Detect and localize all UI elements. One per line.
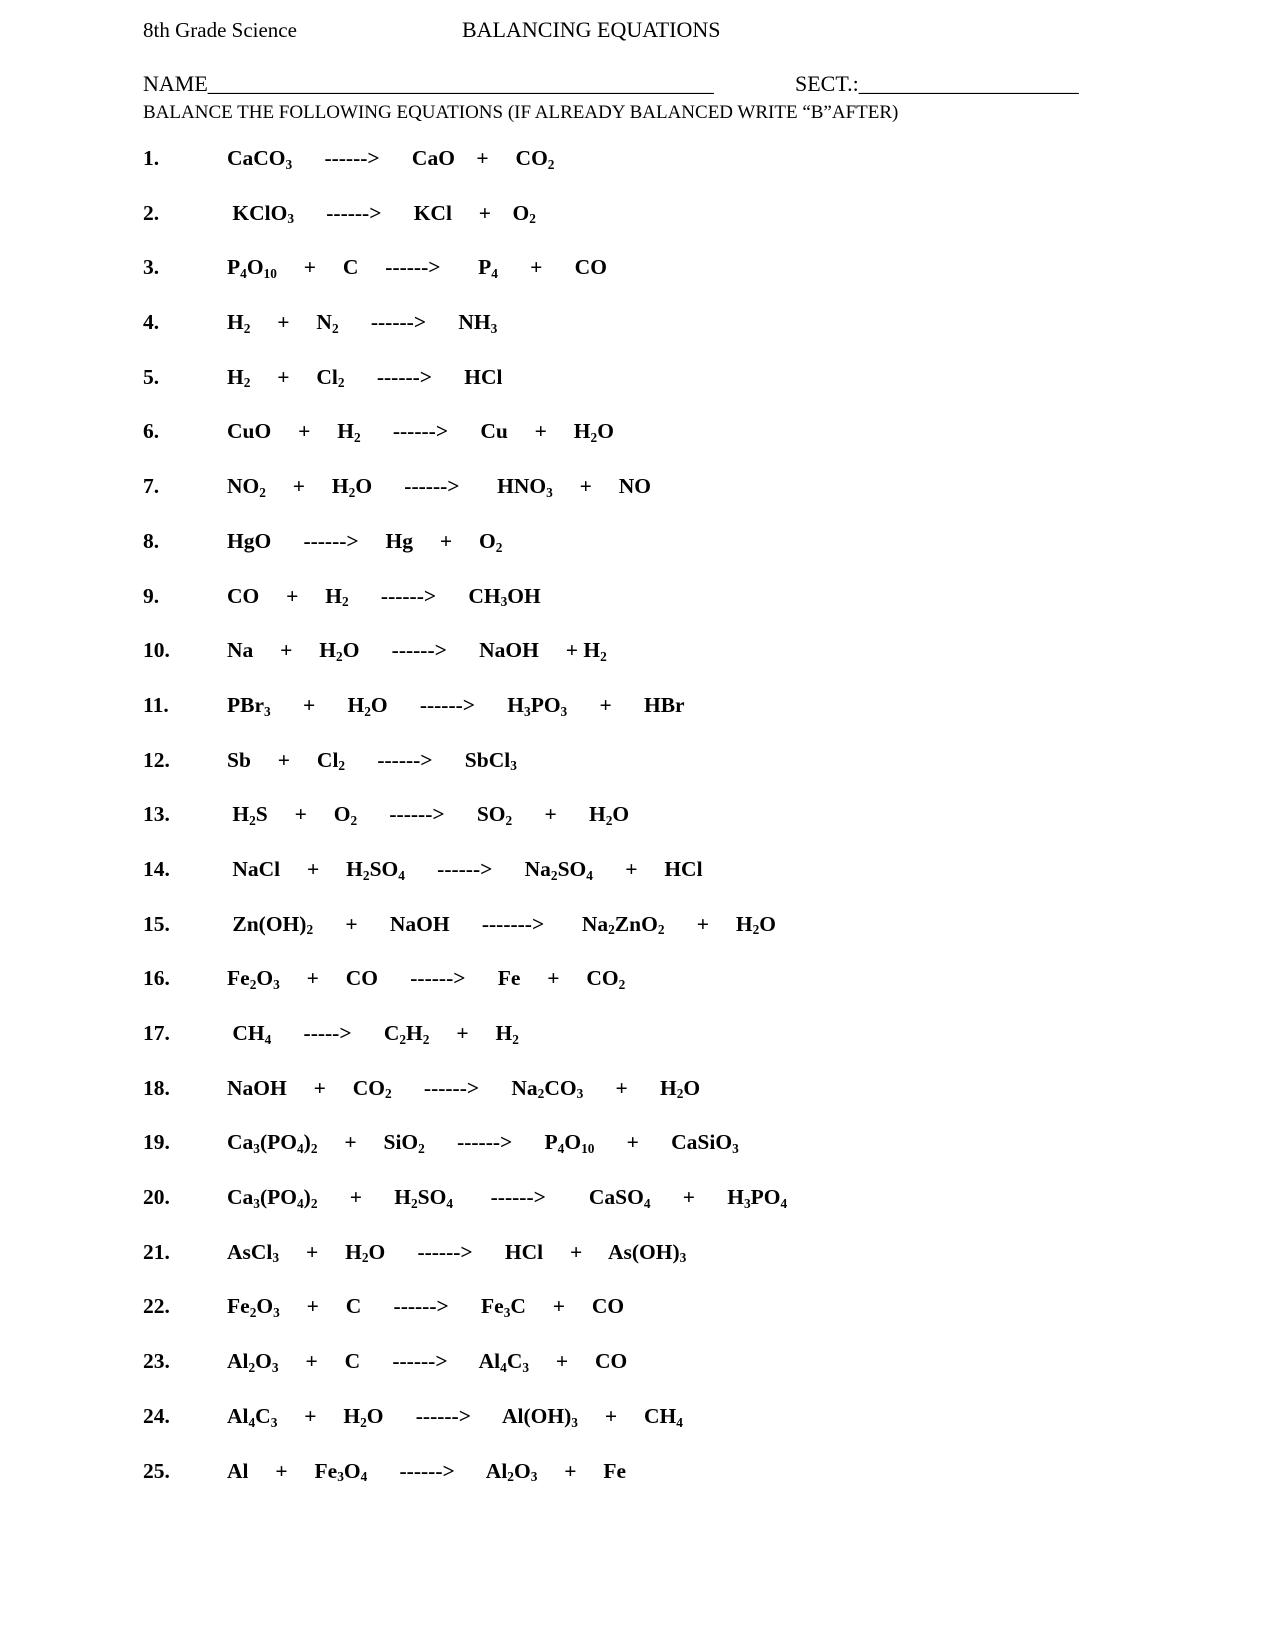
equation-formula: $H_2$ + $N_2$ ------> $NH_3$ [227,310,498,336]
equation-row [143,693,787,748]
equation-number: 9. [143,583,160,608]
equation-row [143,1349,787,1404]
name-label: NAME [143,71,208,96]
equation-row [143,201,787,256]
equation-number: 14. [143,856,170,881]
equation-formula: CaCO$_3$ ------> CaO + $CO_2$ [227,146,555,172]
equation-formula: $H_2S$ + $O_2$ ------> $SO_2$ + $H_2O$ [227,802,630,828]
equation-row [143,912,787,967]
equation-row [143,529,787,584]
equation-formula: Al + $Fe_3O_4$ ------> $Al_2O_3$ + Fe [227,1458,627,1485]
equation-row [143,748,787,803]
equation-number: 11. [143,692,169,717]
equation-formula: CO + $H_2$ ------> $CH_3OH$ [227,583,541,610]
equation-formula: Na + $H_2O$ ------> NaOH + $H_2$ [227,638,607,664]
equation-number: 24. [143,1403,170,1428]
equation-formula: $Ca_3(PO_4)_2$ + $H_2SO_4$ ------> CaSO$_4$ + $H_3PO_4$ [227,1185,788,1211]
equation-formula: AsCl$_3$ + $H_2O$ ------> HCl + $As(OH)_3$ [227,1239,687,1266]
equation-row [143,255,787,310]
equation-number: 25. [143,1458,170,1483]
equation-number: 8. [143,528,160,553]
equation-formula: $Fe_2O_3$ + C ------> $Fe_3C$ + CO [227,1294,625,1321]
equation-formula: $P_4O_{10}$ + C ------> $P_4$ + CO [227,255,607,282]
equation-list [143,146,787,1513]
equation-number: 12. [143,747,170,772]
equation-formula: $CH_4$ -----> $C_2H_2$ + $H_2$ [227,1021,519,1047]
equation-formula: NaCl + $H_2SO_4$ ------> $Na_2SO_4$ + HCl [227,856,703,883]
equation-number: 6. [143,419,160,444]
equation-row [143,1185,787,1240]
equation-formula: $Zn(OH)_2$ + NaOH -------> $Na_2ZnO_2$ + $H_2O$ [227,911,777,938]
page-title: BALANCING EQUATIONS [462,17,721,42]
equation-number: 4. [143,310,160,335]
equation-formula: NaOH + $CO_2$ ------> $Na_2CO_3$ + $H_2O$ [227,1075,701,1102]
name-row [143,71,714,97]
equation-row [143,802,787,857]
equation-number: 10. [143,638,170,663]
equation-row [143,146,787,201]
equation-row [143,1404,787,1459]
equation-row [143,365,787,420]
equation-row [143,310,787,365]
equation-number: 23. [143,1349,170,1374]
equation-formula: HgO ------> Hg + $O_2$ [227,528,503,555]
sect-blank-line: ____________________ [858,71,1079,96]
equation-formula: CuO + $H_2$ ------> Cu + $H_2O$ [227,419,614,446]
equation-row [143,419,787,474]
instructions-text: BALANCE THE FOLLOWING EQUATIONS (IF ALREADY BALANCED WRITE “B”AFTER) [143,102,899,123]
equation-formula: $Al_4C_3$ + $H_2O$ ------> $Al(OH)_3$ + $CH_4$ [227,1403,683,1430]
name-blank-line: ______________________________________________ [207,71,714,96]
equation-row [143,1076,787,1131]
equation-number: 7. [143,474,160,499]
equation-formula: $Fe_2O_3$ + CO ------> Fe + $CO_2$ [227,966,626,993]
equation-number: 1. [143,146,160,170]
course-label: 8th Grade Science [143,18,297,42]
equation-number: 21. [143,1239,170,1264]
equation-formula: $H_2$ + $Cl_2$ ------> HCl [227,364,503,391]
equation-row [143,1130,787,1185]
equation-row [143,857,787,912]
equation-formula: Sb + $Cl_2$ ------> SbCl$_3$ [227,747,517,774]
equation-row [143,1021,787,1076]
equation-number: 16. [143,966,170,991]
equation-number: 2. [143,200,160,225]
equation-row [143,584,787,639]
equation-row [143,474,787,529]
equation-row [143,966,787,1021]
equation-number: 13. [143,802,170,827]
equation-row [143,1294,787,1349]
equation-number: 5. [143,364,160,389]
equation-row [143,1459,787,1514]
equation-number: 22. [143,1294,170,1319]
sect-label: SECT.: [795,71,859,96]
equation-row [143,638,787,693]
equation-formula: PBr$_3$ + $H_2O$ ------> $H_3PO_3$ + HBr [227,692,685,719]
equation-number: 19. [143,1130,170,1155]
equation-formula: $Ca_3(PO_4)_2$ + SiO$_2$ ------> $P_4O_{10}$ + CaSiO$_3$ [227,1130,739,1157]
equation-number: 18. [143,1075,170,1100]
equation-number: 15. [143,911,170,936]
equation-row [143,1240,787,1295]
equation-formula: $NO_2$ + $H_2O$ ------> $HNO_3$ + NO [227,474,652,500]
equation-number: 3. [143,255,160,280]
equation-formula: $Al_2O_3$ + C ------> $Al_4C_3$ + CO [227,1349,628,1375]
equation-number: 20. [143,1185,170,1210]
equation-number: 17. [143,1021,170,1045]
equation-formula: KClO$_3$ ------> KCl + $O_2$ [227,200,536,227]
sect-row [795,71,1079,97]
